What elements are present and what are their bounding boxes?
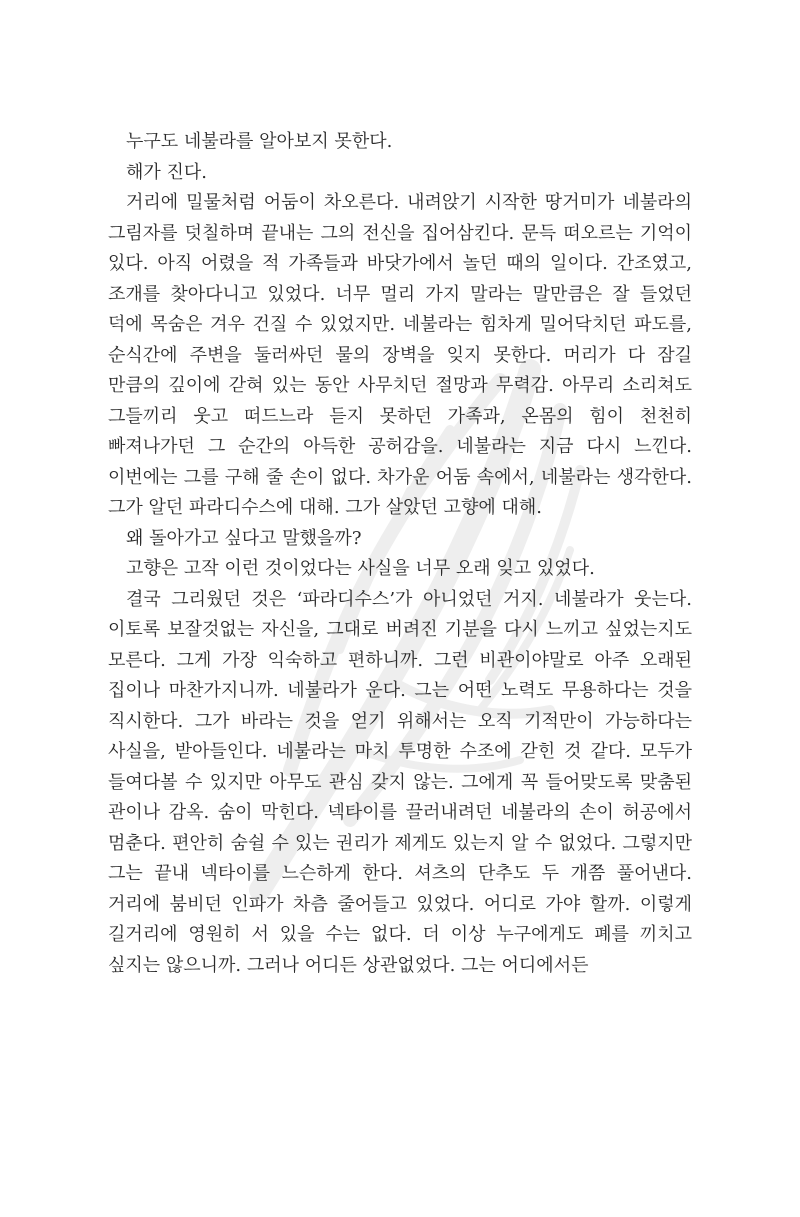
paragraph-5: 고향은 고작 이런 것이었다는 사실을 너무 오래 잊고 있었다. bbox=[126, 558, 595, 579]
paragraph-3: 거리에 밀물처럼 어둠이 차오른다. 내려앉기 시작한 땅거미가 네불라의 그림자를 덧칠하며 끝내는 그의 전신을 집어삼킨다. 문득 떠오르는 기억이 있다. 아직 어렸을 적 가족들과 바닷가에서 놀던 때의 일이다. 간조였고, 조개를 찾아다니고 있었다. 너무 멀리 가지 말라는 말만큼은 잘 들었던 덕에 목숨은 겨우 건질 수 있었지만. 네불라는 힘차게 밀어닥치던 파도를, 순식간에 주변을 둘러싸던 물의 장벽을 잊지 못한다. 머리가 다 잠길 만큼의 깊이에 갇혀 있는 동안 사무치던 절망과 무력감. 아무리 소리쳐도 그들끼리 웃고 떠드느라 듣지 못하던 가족과, 온몸의 힘이 천천히 빠져나가던 그 순간의 아득한 공허감을. 네불라는 지금 다시 느낀다. 이번에는 그를 구해 줄 손이 없다. 차가운 어둠 속에서, 네불라는 생각한다. 그가 알던 파라디수스에 대해. 그가 살았던 고향에 대해. bbox=[108, 192, 692, 518]
paragraph-4: 왜 돌아가고 싶다고 말했을까? bbox=[126, 527, 362, 549]
paragraph-1: 누구도 네불라를 알아보지 못한다. bbox=[126, 131, 393, 152]
body-text bbox=[108, 127, 692, 981]
paragraph-6: 결국 그리웠던 것은 ‘파라디수스’가 아니었던 거지. 네불라가 웃는다. 이토록 보잘것없는 자신을, 그대로 버려진 기분을 다시 느끼고 싶었는지도 모른다. 그게 가장 익숙하고 편하니까. 그런 비관이야말로 아주 오래된 집이나 마찬가지니까. 네불라가 운다. 그는 어떤 노력도 무용하다는 것을 직시한다. 그가 바라는 것을 얻기 위해서는 오직 기적만이 가능하다는 사실을, 받아들인다. 네불라는 마치 투명한 수조에 갇힌 것 같다. 모두가 들여다볼 수 있지만 아무도 관심 갖지 않는. 그에게 꼭 들어맞도록 맞춤된 관이나 감옥. 숨이 막힌다. 넥타이를 끌러내려던 네불라의 손이 허공에서 멈춘다. 편안히 숨쉴 수 있는 권리가 제게도 있는지 알 수 없었다. 그렇지만 그는 끝내 넥타이를 느슨하게 한다. 셔츠의 단추도 두 개쯤 풀어낸다. 거리에 붐비던 인파가 차츰 줄어들고 있었다. 어디로 가야 할까. 이렇게 길거리에 영원히 서 있을 수는 없다. 더 이상 누구에게도 폐를 끼치고 싶지는 않으니까. 그러나 어디든 상관없었다. 그는 어디에서든 bbox=[108, 588, 692, 976]
paragraph-2: 해가 진다. bbox=[126, 161, 207, 183]
